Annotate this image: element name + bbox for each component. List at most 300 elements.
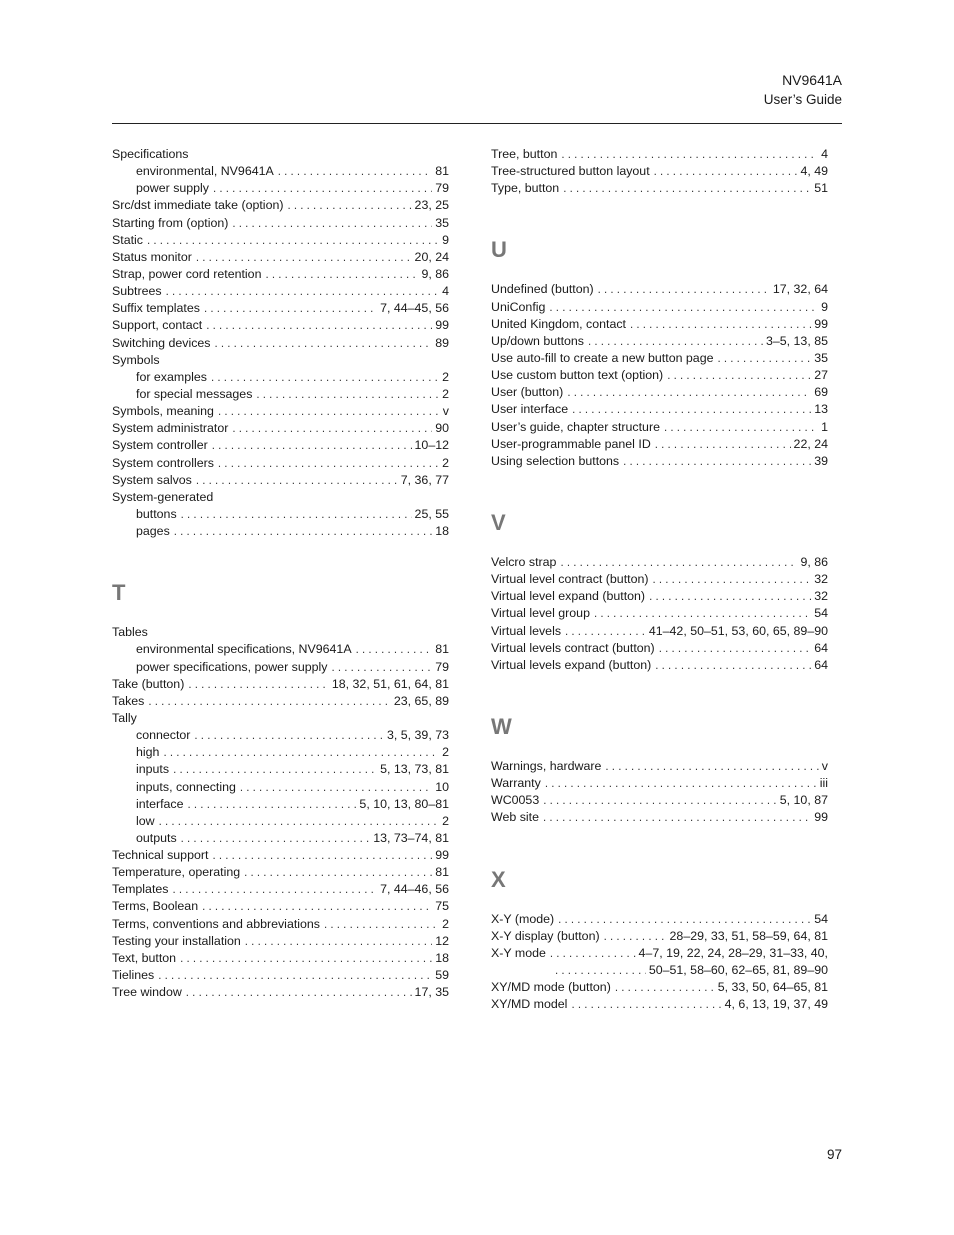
section-letter-v: V xyxy=(491,509,506,535)
index-entry xyxy=(112,437,449,454)
dot-leader xyxy=(654,164,798,180)
dot-leader xyxy=(571,997,721,1013)
dot-leader xyxy=(245,934,432,950)
entry-term: Technical support xyxy=(112,848,209,863)
entry-term: Virtual levels expand (button) xyxy=(491,657,652,672)
dot-leader xyxy=(244,865,432,881)
index-subentry xyxy=(112,180,449,197)
entry-pages: 54 xyxy=(814,606,828,621)
entry-pages: 2 xyxy=(442,916,449,931)
entry-term: buttons xyxy=(136,506,177,521)
index-entry xyxy=(112,232,449,249)
entry-pages: 2 xyxy=(442,369,449,384)
index-subentry xyxy=(112,163,449,180)
entry-pages: 32 xyxy=(814,589,828,604)
dot-leader xyxy=(659,641,812,657)
index-entry xyxy=(112,898,449,915)
entry-pages: 23, 65, 89 xyxy=(393,693,449,708)
dot-leader xyxy=(615,980,715,996)
index-subentry xyxy=(112,727,449,744)
entry-pages: 35 xyxy=(435,215,449,230)
dot-leader xyxy=(211,370,439,386)
section-letter-t: T xyxy=(112,580,126,606)
entry-term: X-Y mode xyxy=(491,945,546,960)
index-subentry xyxy=(112,659,449,676)
entry-pages: 79 xyxy=(435,181,449,196)
index-entry xyxy=(491,640,828,657)
index-entry xyxy=(112,403,449,420)
entry-pages: 5, 33, 50, 64–65, 81 xyxy=(717,980,828,995)
entry-term: System administrator xyxy=(112,421,229,436)
entry-term: Specifications xyxy=(112,147,189,161)
entry-term: Text, button xyxy=(112,950,177,965)
dot-leader xyxy=(623,454,811,470)
dot-leader xyxy=(561,147,818,163)
entry-pages: 39 xyxy=(814,453,828,468)
index-entry xyxy=(112,847,449,864)
dot-leader xyxy=(655,437,791,453)
dot-leader xyxy=(563,181,811,197)
entry-term: environmental specifications, NV9641A xyxy=(136,642,352,657)
entry-term: Templates xyxy=(112,882,169,897)
dot-leader xyxy=(630,317,811,333)
dot-leader xyxy=(256,387,439,403)
index-subentry xyxy=(112,761,449,778)
entry-pages: 81 xyxy=(435,865,449,880)
entry-term: Tree window xyxy=(112,985,182,1000)
index-entry xyxy=(491,281,828,298)
dot-leader xyxy=(324,917,439,933)
index-entry xyxy=(491,623,828,640)
index-subentry xyxy=(112,813,449,830)
index-entry xyxy=(112,335,449,352)
dot-leader xyxy=(181,831,371,847)
dot-leader xyxy=(331,660,432,676)
entry-term: Take (button) xyxy=(112,676,185,691)
index-entry xyxy=(491,299,828,316)
index-entry xyxy=(491,588,828,605)
entry-pages: 23, 25 xyxy=(414,198,449,213)
dot-leader xyxy=(186,985,412,1001)
dot-leader xyxy=(598,282,770,298)
entry-term: Switching devices xyxy=(112,335,211,350)
dot-leader xyxy=(667,368,811,384)
entry-pages: 99 xyxy=(814,316,828,331)
entry-term: inputs, connecting xyxy=(136,779,236,794)
dot-leader xyxy=(550,946,636,962)
entry-term: System-generated xyxy=(112,489,214,504)
entry-pages: 64 xyxy=(814,640,828,655)
entry-term: power supply xyxy=(136,181,210,196)
dot-leader xyxy=(213,181,432,197)
index-entry xyxy=(491,384,828,401)
index-entry xyxy=(112,266,449,283)
entry-pages: 27 xyxy=(814,368,828,383)
entry-pages: 4, 49 xyxy=(800,164,828,179)
entry-pages: 99 xyxy=(435,318,449,333)
index-entry xyxy=(112,950,449,967)
dot-leader xyxy=(194,728,384,744)
index-subentry xyxy=(112,641,449,658)
index-entry xyxy=(491,775,828,792)
dot-leader xyxy=(232,421,432,437)
entry-pages: 41–42, 50–51, 53, 60, 65, 89–90 xyxy=(648,623,828,638)
index-group-t-continued xyxy=(491,146,828,197)
entry-term: Tree-structured button layout xyxy=(491,164,650,179)
section-letter-x: X xyxy=(491,866,506,892)
entry-pages: 1 xyxy=(821,419,828,434)
entry-pages: 35 xyxy=(814,350,828,365)
dot-leader xyxy=(543,810,811,826)
index-entry xyxy=(491,792,828,809)
entry-pages: 50–51, 58–60, 62–65, 81, 89–90 xyxy=(648,962,828,977)
dot-leader xyxy=(158,968,432,984)
index-subentry xyxy=(112,386,449,403)
dot-leader xyxy=(173,762,377,778)
dot-leader xyxy=(655,658,811,674)
index-entry xyxy=(112,967,449,984)
entry-pages: 9 xyxy=(442,232,449,247)
entry-pages: 18, 32, 51, 61, 64, 81 xyxy=(331,676,449,691)
index-group-s xyxy=(112,146,449,540)
entry-pages: 69 xyxy=(814,385,828,400)
dot-leader xyxy=(174,524,432,540)
entry-term: XY/MD model xyxy=(491,997,568,1012)
index-entry xyxy=(491,554,828,571)
entry-term: Up/down buttons xyxy=(491,333,584,348)
index-entry xyxy=(112,146,449,163)
index-column-left xyxy=(112,146,449,1001)
index-group-u xyxy=(491,281,828,470)
entry-pages: 17, 35 xyxy=(414,985,449,1000)
entry-pages: 3, 5, 39, 73 xyxy=(386,728,449,743)
entry-term: Web site xyxy=(491,810,539,825)
entry-term: United Kingdom, contact xyxy=(491,316,626,331)
entry-term: Symbols, meaning xyxy=(112,404,214,419)
header-rule xyxy=(112,123,842,124)
entry-pages: 4 xyxy=(442,284,449,299)
page-header xyxy=(764,71,842,109)
entry-pages: 7, 44–46, 56 xyxy=(380,882,449,897)
entry-pages: v xyxy=(442,404,449,419)
entry-term: Testing your installation xyxy=(112,933,241,948)
entry-pages: 13, 73–74, 81 xyxy=(373,830,449,845)
entry-pages: 99 xyxy=(814,810,828,825)
index-entry xyxy=(112,864,449,881)
index-entry-continuation xyxy=(491,962,828,979)
entry-pages: 5, 10, 13, 80–81 xyxy=(359,796,449,811)
index-entry xyxy=(112,215,449,232)
entry-term: User-programmable panel ID xyxy=(491,436,651,451)
dot-leader xyxy=(287,198,411,214)
dot-leader xyxy=(572,402,811,418)
index-entry xyxy=(112,916,449,933)
index-entry xyxy=(491,911,828,928)
dot-leader xyxy=(212,438,412,454)
dot-leader xyxy=(594,606,811,622)
dot-leader xyxy=(159,814,440,830)
dot-leader xyxy=(218,456,439,472)
index-entry xyxy=(112,420,449,437)
dot-leader xyxy=(543,793,777,809)
dot-leader xyxy=(588,334,763,350)
entry-term: Use auto-fill to create a new button page xyxy=(491,350,714,365)
index-group-w xyxy=(491,758,828,827)
index-entry xyxy=(491,419,828,436)
index-entry xyxy=(112,489,449,506)
dot-leader xyxy=(555,963,646,979)
entry-term: Tree, button xyxy=(491,147,558,161)
dot-leader xyxy=(148,694,391,710)
dot-leader xyxy=(565,624,646,640)
index-group-x xyxy=(491,911,828,1014)
entry-pages: 89 xyxy=(435,335,449,350)
dot-leader xyxy=(196,250,412,266)
entry-term: Suffix templates xyxy=(112,301,200,316)
dot-leader xyxy=(649,589,811,605)
entry-pages: 17, 32, 64 xyxy=(772,282,828,297)
entry-pages: 64 xyxy=(814,657,828,672)
entry-term: outputs xyxy=(136,830,177,845)
entry-pages: 10–12 xyxy=(414,438,449,453)
entry-term: Use custom button text (option) xyxy=(491,368,664,383)
entry-term: Virtual level expand (button) xyxy=(491,589,646,604)
dot-leader xyxy=(202,899,432,915)
index-entry xyxy=(112,984,449,1001)
entry-pages: 81 xyxy=(435,164,449,179)
index-entry xyxy=(491,996,828,1013)
entry-term: System controller xyxy=(112,438,208,453)
entry-term: environmental, NV9641A xyxy=(136,164,274,179)
entry-term: X-Y display (button) xyxy=(491,928,600,943)
entry-pages: 5, 13, 73, 81 xyxy=(380,762,449,777)
entry-term: Subtrees xyxy=(112,284,162,299)
entry-term: Symbols xyxy=(112,352,160,367)
entry-term: User interface xyxy=(491,402,569,417)
entry-term: Virtual levels contract (button) xyxy=(491,640,655,655)
entry-pages: 9, 86 xyxy=(800,554,828,569)
entry-term: for examples xyxy=(136,369,207,384)
entry-term: Undefined (button) xyxy=(491,282,594,297)
index-entry xyxy=(112,352,449,369)
index-column-right xyxy=(491,146,828,1013)
entry-pages: 10 xyxy=(435,779,449,794)
entry-term: for special messages xyxy=(136,386,253,401)
dot-leader xyxy=(664,420,818,436)
entry-term: Terms, Boolean xyxy=(112,899,199,914)
index-entry xyxy=(112,283,449,300)
entry-pages: 7, 36, 77 xyxy=(400,472,449,487)
entry-term: System salvos xyxy=(112,472,192,487)
dot-leader xyxy=(652,572,811,588)
index-entry xyxy=(491,180,828,197)
index-entry xyxy=(112,710,449,727)
dot-leader xyxy=(560,555,797,571)
dot-leader xyxy=(604,929,667,945)
index-entry xyxy=(112,300,449,317)
entry-pages: 22, 24 xyxy=(793,436,828,451)
index-entry xyxy=(491,928,828,945)
entry-pages: 75 xyxy=(435,899,449,914)
index-entry xyxy=(491,333,828,350)
index-entry xyxy=(491,316,828,333)
entry-term: Virtual level group xyxy=(491,606,590,621)
entry-pages: 51 xyxy=(814,181,828,196)
entry-term: interface xyxy=(136,796,184,811)
index-entry xyxy=(112,472,449,489)
dot-leader xyxy=(196,473,398,489)
dot-leader xyxy=(265,267,418,283)
index-entry xyxy=(491,571,828,588)
index-entry xyxy=(112,317,449,334)
dot-leader xyxy=(717,351,811,367)
entry-term: System controllers xyxy=(112,455,214,470)
index-entry xyxy=(491,809,828,826)
entry-term: Warnings, hardware xyxy=(491,758,602,773)
index-entry xyxy=(112,693,449,710)
entry-term: Type, button xyxy=(491,181,560,196)
entry-term: Static xyxy=(112,232,143,247)
entry-pages: 2 xyxy=(442,813,449,828)
entry-pages: 18 xyxy=(435,950,449,965)
dot-leader xyxy=(545,776,817,792)
entry-pages: 2 xyxy=(442,386,449,401)
index-entry xyxy=(491,367,828,384)
entry-pages: 79 xyxy=(435,659,449,674)
entry-pages: 18 xyxy=(435,524,449,539)
section-letter-w: W xyxy=(491,713,512,739)
dot-leader xyxy=(166,284,440,300)
entry-term: Src/dst immediate take (option) xyxy=(112,198,284,213)
page-number: 97 xyxy=(826,1147,842,1162)
dot-leader xyxy=(605,759,818,775)
index-entry xyxy=(112,933,449,950)
dot-leader xyxy=(549,300,818,316)
index-entry xyxy=(112,881,449,898)
dot-leader xyxy=(567,385,811,401)
dot-leader xyxy=(278,164,432,180)
dot-leader xyxy=(212,848,432,864)
entry-term: inputs xyxy=(136,762,170,777)
entry-pages: 54 xyxy=(814,911,828,926)
index-entry xyxy=(491,401,828,418)
product-name: NV9641A xyxy=(782,72,842,88)
index-entry xyxy=(112,676,449,693)
entry-pages: 2 xyxy=(442,745,449,760)
index-subentry xyxy=(112,744,449,761)
entry-term: Takes xyxy=(112,693,145,708)
entry-term: Terms, conventions and abbreviations xyxy=(112,916,321,931)
index-entry xyxy=(491,657,828,674)
entry-pages: 28–29, 33, 51, 58–59, 64, 81 xyxy=(669,928,828,943)
entry-term: high xyxy=(136,745,160,760)
entry-term: UniConfig xyxy=(491,299,546,314)
entry-pages: 9, 86 xyxy=(421,266,449,281)
dot-leader xyxy=(240,780,432,796)
index-entry xyxy=(491,146,828,163)
index-entry xyxy=(112,197,449,214)
entry-pages: 25, 55 xyxy=(414,506,449,521)
entry-term: Virtual level contract (button) xyxy=(491,572,649,587)
dot-leader xyxy=(147,233,439,249)
entry-pages: 99 xyxy=(435,848,449,863)
section-letter-u: U xyxy=(491,237,507,263)
index-entry xyxy=(491,945,828,962)
entry-pages: 20, 24 xyxy=(414,249,449,264)
dot-leader xyxy=(356,642,433,658)
entry-pages: 4, 6, 13, 19, 37, 49 xyxy=(724,997,828,1012)
entry-term: power specifications, power supply xyxy=(136,659,328,674)
entry-pages: 90 xyxy=(435,421,449,436)
index-group-v xyxy=(491,554,828,674)
index-entry xyxy=(112,249,449,266)
entry-term: Temperature, operating xyxy=(112,865,241,880)
index-entry xyxy=(491,163,828,180)
index-subentry xyxy=(112,779,449,796)
entry-pages: 13 xyxy=(814,402,828,417)
entry-pages: 5, 10, 87 xyxy=(779,793,828,808)
entry-pages: 81 xyxy=(435,642,449,657)
index-subentry xyxy=(112,369,449,386)
entry-term: Status monitor xyxy=(112,249,192,264)
entry-pages: v xyxy=(821,758,828,773)
guide-title: User’s Guide xyxy=(763,92,842,107)
index-subentry xyxy=(112,523,449,540)
entry-term: XY/MD mode (button) xyxy=(491,980,611,995)
index-subentry xyxy=(112,506,449,523)
dot-leader xyxy=(172,882,377,898)
entry-term: WC0053 xyxy=(491,793,540,808)
entry-term: X-Y (mode) xyxy=(491,911,555,926)
entry-pages: 9 xyxy=(821,299,828,314)
dot-leader xyxy=(163,745,439,761)
dot-leader xyxy=(214,336,432,352)
entry-term: Support, contact xyxy=(112,318,203,333)
dot-leader xyxy=(232,216,432,232)
entry-term: pages xyxy=(136,524,170,539)
index-entry xyxy=(491,979,828,996)
index-entry xyxy=(491,605,828,622)
entry-pages: 2 xyxy=(442,455,449,470)
entry-term: Using selection buttons xyxy=(491,453,620,468)
dot-leader xyxy=(188,797,357,813)
index-entry xyxy=(112,624,449,641)
index-subentry xyxy=(112,830,449,847)
dot-leader xyxy=(204,301,377,317)
entry-term: Warranty xyxy=(491,776,541,791)
entry-term: User’s guide, chapter structure xyxy=(491,419,660,434)
dot-leader xyxy=(188,677,329,693)
entry-term: Tielines xyxy=(112,968,155,983)
entry-term: Tally xyxy=(112,710,137,725)
entry-term: connector xyxy=(136,728,191,743)
entry-term: low xyxy=(136,813,155,828)
index-entry xyxy=(491,350,828,367)
dot-leader xyxy=(180,951,432,967)
index-group-t xyxy=(112,624,449,1001)
dot-leader xyxy=(218,404,440,420)
entry-term: Starting from (option) xyxy=(112,215,229,230)
dot-leader xyxy=(558,912,811,928)
entry-pages: 4 xyxy=(821,147,828,161)
entry-term: User (button) xyxy=(491,385,564,400)
index-subentry xyxy=(112,796,449,813)
entry-pages: 12 xyxy=(435,933,449,948)
entry-pages: 7, 44–45, 56 xyxy=(380,301,449,316)
entry-pages: 4–7, 19, 22, 24, 28–29, 31–33, 40, xyxy=(638,945,828,960)
index-entry xyxy=(491,436,828,453)
entry-pages: 59 xyxy=(435,968,449,983)
